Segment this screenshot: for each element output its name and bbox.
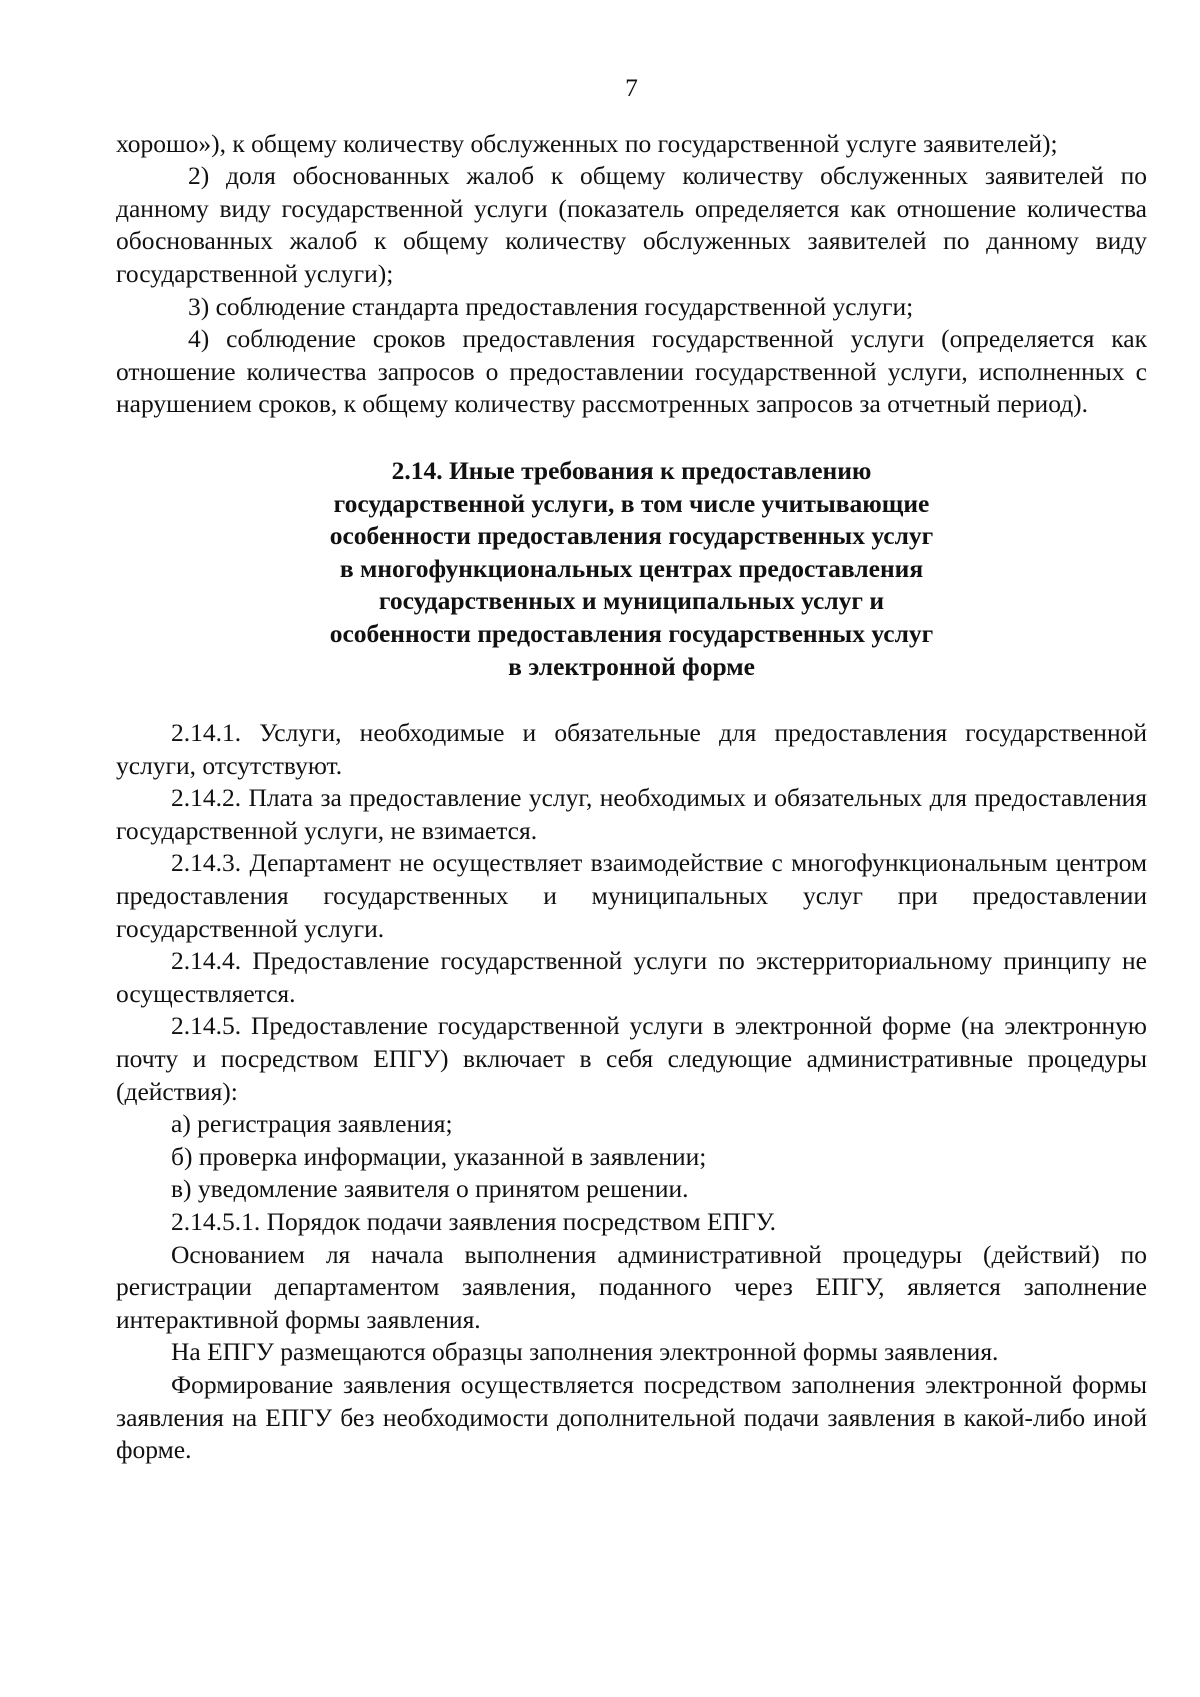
paragraph-formation: Формирование заявления осуществляется посредством заполнения электронной формы заявления на ЕПГУ без необходимости дополнительной подачи заявления в какой-либо иной форме. <box>116 1369 1147 1465</box>
section-heading-line: особенности предоставления государственных услуг <box>329 618 934 648</box>
clause-2-14-5: 2.14.5. Предоставление государственной услуги в электронной форме (на электронную почту и посредством ЕПГУ) включает в себя следующие административные процедуры (действия): <box>116 1011 1147 1106</box>
list-item-indicator-4: 4) соблюдение сроков предоставления государственной услуги (определяется как отношение количества запросов о предоставлении государственной услуги, исполненных с нарушением сроков, к общему количеству рассмотренных запросов за отчетный период). <box>116 324 1147 419</box>
procedure-item-b: б) проверка информации, указанной в заявлении; <box>171 1141 707 1171</box>
clause-2-14-1: 2.14.1. Услуги, необходимые и обязательные для предоставления государственной услуги, отсутствуют. <box>116 718 1147 780</box>
list-item-indicator-2: 2) доля обоснованных жалоб к общему количеству обслуженных заявителей по данному виду государственной услуги (показатель определяется как отношение количества обоснованных жалоб к общему количеству обслуженных заявителей по данному виду государственной услуги); <box>116 161 1147 288</box>
clause-2-14-5-1: 2.14.5.1. Порядок подачи заявления посредством ЕПГУ. <box>171 1207 776 1236</box>
section-heading-line: государственных и муниципальных услуг и <box>378 586 885 616</box>
paragraph-basis: Основанием ля начала выполнения административной процедуры (действий) по регистрации департаментом заявления, поданного через ЕПГУ, является заполнение интерактивной формы заявления. <box>116 1239 1147 1334</box>
paragraph-samples: На ЕПГУ размещаются образцы заполнения электронной формы заявления. <box>171 1337 999 1367</box>
procedure-item-c: в) уведомление заявителя о принятом решении. <box>171 1174 689 1204</box>
paragraph-continuation: хорошо»), к общему количеству обслуженных по государственной услуге заявителей); <box>116 128 1058 158</box>
procedure-item-a: а) регистрация заявления; <box>171 1109 453 1139</box>
section-heading-line: 2.14. Иные требования к предоставлению <box>391 455 872 485</box>
clause-2-14-2: 2.14.2. Плата за предоставление услуг, необходимых и обязательных для предоставления государственной услуги, не взимается. <box>116 783 1147 845</box>
section-heading-line: особенности предоставления государственных услуг <box>329 521 934 551</box>
section-heading-line: в многофункциональных центрах предоставления <box>339 553 924 583</box>
page-number: 7 <box>625 73 638 102</box>
section-heading <box>116 455 1147 683</box>
section-heading-line: в электронной форме <box>508 651 755 681</box>
clause-2-14-3: 2.14.3. Департамент не осуществляет взаимодействие с многофункциональным центром предоставления государственных и муниципальных услуг при предоставлении государственной услуги. <box>116 848 1147 943</box>
section-heading-line: государственной услуги, в том числе учитывающие <box>333 488 930 518</box>
list-item-indicator-3: 3) соблюдение стандарта предоставления государственной услуги; <box>188 291 914 321</box>
clause-2-14-4: 2.14.4. Предоставление государственной услуги по экстерриториальному принципу не осуществляется. <box>116 946 1147 1008</box>
